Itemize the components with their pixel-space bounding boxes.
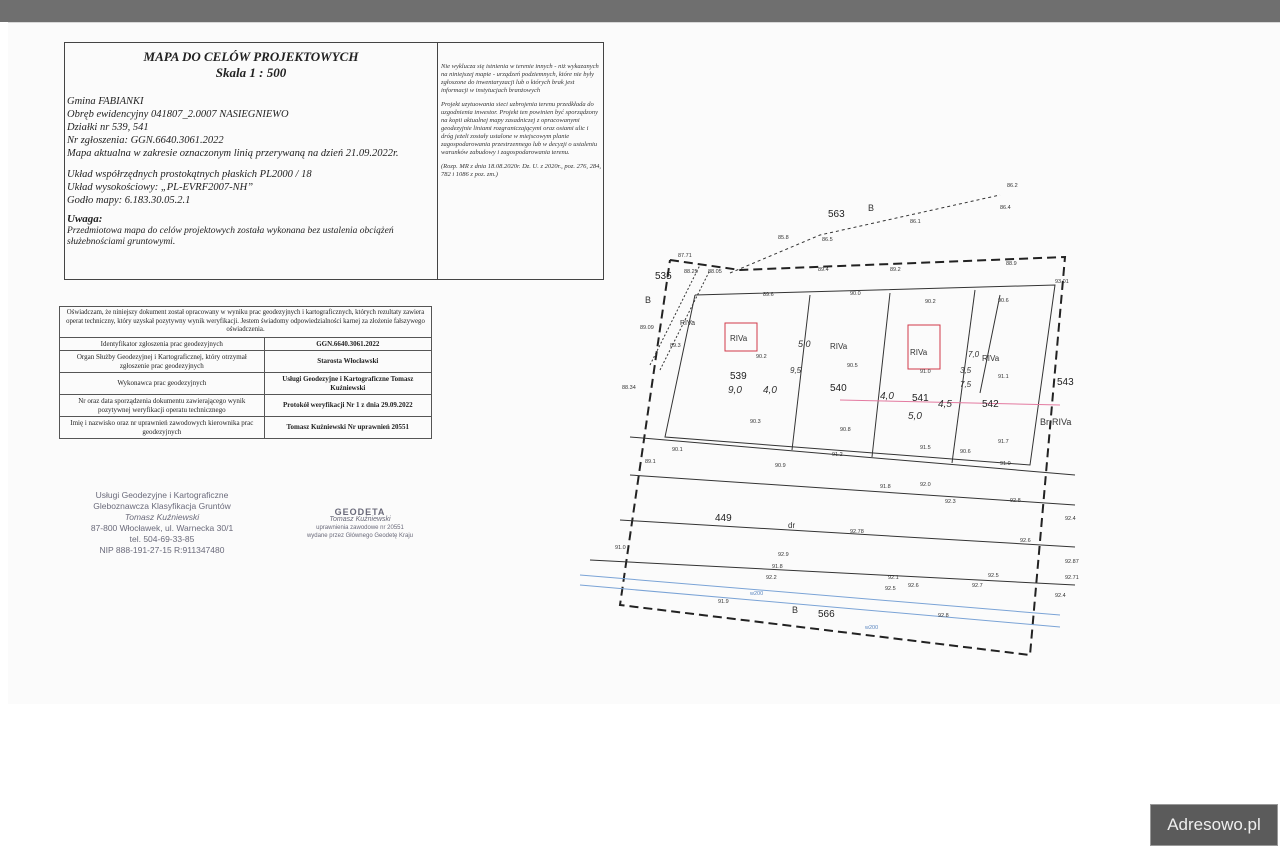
- decl-row-value: Tomasz Kuźniewski Nr uprawnień 20551: [264, 417, 431, 439]
- decl-row-label: Nr oraz data sporządzenia dokumentu zawierającego wynik pozytywnej weryfikacji operatu technicznego: [60, 395, 265, 417]
- landuse-label: RIVa: [730, 334, 748, 343]
- declaration-table: [59, 306, 432, 439]
- geodeta-line: wydane przez Głównego Geodetę Kraju: [306, 533, 414, 539]
- pipe-label: w200: [865, 625, 879, 631]
- notes-column: [441, 63, 601, 185]
- road-line: [590, 560, 1075, 585]
- elevation: 91.8: [880, 484, 891, 490]
- header-divider: [437, 43, 438, 279]
- decl-row-value: GGN.6640.3061.2022: [264, 337, 431, 351]
- water-pipe: [580, 585, 1060, 627]
- elevation: 89.2: [890, 267, 901, 273]
- elevation: 92.87: [1065, 559, 1079, 565]
- elevation: 89.09: [640, 325, 654, 331]
- title-line-1: MAPA DO CELÓW PROJEKTOWYCH: [143, 49, 359, 64]
- elevation: 91.7: [998, 439, 1009, 445]
- stamp-line: Gleboznawcza Klasyfikacja Gruntów: [93, 501, 231, 511]
- parcel-divider: [872, 293, 890, 457]
- landuse-label: RIVa: [982, 354, 1000, 363]
- landuse-label: RIVa: [680, 320, 696, 327]
- parcel-566: 566: [818, 609, 835, 620]
- elevation: 90.6: [960, 449, 971, 455]
- elevation: 90.2: [756, 354, 767, 360]
- parcel-541: 541: [912, 393, 929, 404]
- elevation: 92.71: [1065, 575, 1079, 581]
- geodeta-line: uprawnienia zawodowe nr 20551: [316, 525, 404, 531]
- decl-row-label: Organ Służby Geodezyjnej i Kartograficznej, który otrzymał zgłoszenie prac geodezyjnych: [60, 351, 265, 373]
- decl-row-value: Protokół weryfikacji Nr 1 z dnia 29.09.2022: [264, 395, 431, 417]
- elevation: 91.2: [832, 452, 843, 458]
- background-area: [0, 704, 1280, 847]
- uwaga-label: Uwaga:: [67, 213, 103, 225]
- elevation: 92.78: [850, 529, 864, 535]
- elevation: 90.2: [925, 299, 936, 305]
- elevation: 91.5: [920, 445, 931, 451]
- measurement: 7,5: [960, 380, 972, 389]
- declaration-statement: Oświadczam, że niniejszy dokument został opracowany w wyniku prac geodezyjnych i kartograficznych, których rezultaty zawiera operat techniczny, który uzyskał pozytywny wynik weryfikacji. Jestem świadomy odpowiedzialności karnej za złożenie fałszywego oświadczenia.: [60, 307, 432, 338]
- parcel-535: 535: [655, 271, 672, 282]
- elevation: 92.4: [1065, 516, 1076, 522]
- elevation: 91.0: [1000, 461, 1011, 467]
- decl-row-value: Starosta Włocławski: [264, 351, 431, 373]
- elevation: 92.7: [972, 583, 983, 589]
- measurement: 4,0: [763, 385, 777, 396]
- measurement: 5,0: [908, 411, 922, 422]
- measurement: 5,0: [798, 339, 811, 349]
- stamp-line: 87-800 Włocławek, ul. Warnecka 30/1: [90, 523, 234, 533]
- elevation: 92.5: [885, 586, 896, 592]
- godlo-mapy: Godło mapy: 6.183.30.05.2.1: [67, 195, 191, 206]
- elevation: 92.4: [1055, 593, 1066, 599]
- map-info: [67, 95, 437, 248]
- measurement: 4,0: [880, 391, 894, 402]
- elevation: 92.1: [888, 575, 899, 581]
- parcel-divider: [952, 290, 975, 463]
- parcel-540: 540: [830, 383, 847, 394]
- measurement: 7,0: [968, 350, 980, 359]
- decl-row-value: Usługi Geodezyjne i Kartograficzne Tomasz Kuźniewski: [264, 373, 431, 395]
- decl-row-label: Wykonawca prac geodezyjnych: [60, 373, 265, 395]
- adresowo-watermark[interactable]: Adresowo.pl: [1150, 804, 1278, 846]
- elevation: 90.8: [840, 427, 851, 433]
- elevation: 89.1: [645, 459, 656, 465]
- elevation: 92.8: [938, 613, 949, 619]
- landuse-label: RIVa: [910, 348, 928, 357]
- header-box: [64, 42, 604, 280]
- elevation: 91.0: [615, 545, 626, 551]
- dzialki: Działki nr 539, 541: [67, 122, 149, 133]
- elevation: 93.01: [1055, 279, 1069, 285]
- elevation: 90.0: [850, 291, 861, 297]
- elevation: 85.8: [778, 235, 789, 241]
- elevation: 90.1: [672, 447, 683, 453]
- elevation: 90.6: [998, 298, 1009, 304]
- company-stamp: [82, 490, 242, 556]
- parcel-449: 449: [715, 513, 732, 524]
- survey-map: [560, 175, 1080, 685]
- stamp-line: tel. 504-69-33-85: [129, 534, 195, 544]
- decl-row-label: Imię i nazwisko oraz nr uprawnień zawodowych kierownika prac geodezyjnych: [60, 417, 265, 439]
- geodeta-stamp: [300, 508, 420, 540]
- elevation: 91.1: [998, 374, 1009, 380]
- elevation: 89.4: [818, 267, 829, 273]
- elevation: 92.6: [908, 583, 919, 589]
- elevation: 87.71: [678, 253, 692, 259]
- map-title: [65, 49, 437, 81]
- landuse-label: B: [868, 203, 875, 213]
- elevation: 92.6: [1020, 538, 1031, 544]
- measurement: 9,5: [790, 366, 802, 375]
- elevation: 92.9: [778, 552, 789, 558]
- note-1: Nie wyklucza się istnienia w terenie innych - niż wykazanych na niniejszej mapie - urządzeń podziemnych, które nie były zgłoszone do inwentaryzacji lub o których brak jest informacji w instytucjach branżowych: [441, 63, 599, 94]
- elevation: 88.9: [1006, 261, 1017, 267]
- landuse-label: B: [645, 295, 652, 305]
- stamp-line: Usługi Geodezyjne i Kartograficzne: [95, 490, 229, 500]
- road-line: [630, 475, 1075, 505]
- landuse-label: dr: [788, 521, 796, 530]
- elevation: 90.3: [750, 419, 761, 425]
- elevation: 92.0: [920, 482, 931, 488]
- elevation: 89.6: [763, 292, 774, 298]
- geodeta-title: GEODETA: [334, 507, 386, 517]
- elevation: 92.8: [1010, 498, 1021, 504]
- elevation: 90.9: [775, 463, 786, 469]
- obreb: Obręb ewidencyjny 041807_2.0007 NASIEGNIEWO: [67, 109, 289, 120]
- nr-zgloszenia: Nr zgłoszenia: GGN.6640.3061.2022: [67, 135, 224, 146]
- elevation: 86.4: [1000, 205, 1011, 211]
- elevation: 86.1: [910, 219, 921, 225]
- measurement: 4,5: [938, 399, 952, 410]
- elevation: 90.5: [847, 363, 858, 369]
- building-outline: [908, 325, 940, 369]
- elevation: 88.34: [622, 385, 636, 391]
- elevation-points: [615, 183, 1079, 619]
- note-3: (Rozp. MR z dnia 18.08.2020r. Dz. U. z 2020r., poz. 276, 284, 782 i 1086 z poz. zm.): [441, 163, 601, 178]
- landuse-label: B: [792, 605, 799, 615]
- parcel-542: 542: [982, 399, 999, 410]
- title-line-2: Skala 1 : 500: [215, 65, 287, 80]
- elevation: 92.2: [766, 575, 777, 581]
- decl-row-label: Identyfikator zgłoszenia prac geodezyjnych: [60, 337, 265, 351]
- uklad-wysokosciowy: Układ wysokościowy: „PL-EVRF2007-NH”: [67, 182, 254, 193]
- elevation: 92.3: [945, 499, 956, 505]
- measurement: 3,5: [960, 366, 972, 375]
- pipe-label: w200: [750, 591, 764, 597]
- parcel-563: 563: [828, 209, 845, 220]
- parcel-543: 543: [1057, 377, 1074, 388]
- elevation: 91.0: [920, 369, 931, 375]
- landuse-label: RIVa: [830, 342, 848, 351]
- elevation: 88.05: [708, 269, 722, 275]
- elevation: 89.3: [670, 343, 681, 349]
- elevation: 91.9: [718, 599, 729, 605]
- note-2: Projekt uzytuowania sieci uzbrojenia terenu przedkłada do uzgodnienia inwestor. Projekt ten powinien być sporządzony na kopii aktualnej mapy zasadniczej z opracowanymi geodezyjnie liniami rozgraniczającymi oraz osiami ulic i dróg jeżeli zostały ustalone w miejscowym planie zagospodarowania przestrzennego lub w decyzji o ustaleniu warunków zabudowy i zagospodarowania terenu.: [441, 101, 599, 156]
- measurement: 9,0: [728, 385, 742, 396]
- top-bar: [0, 0, 1280, 22]
- uwaga-text: Przedmiotowa mapa do celów projektowych została wykonana bez ustalenia obciążeń służebnościami gruntowymi.: [67, 226, 394, 247]
- elevation: 92.5: [988, 573, 999, 579]
- road-line: [620, 520, 1075, 547]
- mapa-aktualna: Mapa aktualna w zakresie oznaczonym linią przerywaną na dzień 21.09.2022r.: [67, 148, 399, 159]
- elevation: 86.5: [822, 237, 833, 243]
- stamp-line: NIP 888-191-27-15 R:911347480: [99, 545, 225, 555]
- uklad-wspolrzednych: Układ współrzędnych prostokątnych płaskich PL2000 / 18: [67, 169, 312, 180]
- parcel-divider: [980, 295, 1000, 393]
- fence-line: [730, 195, 1000, 273]
- parcel-539: 539: [730, 371, 747, 382]
- stamp-line: Tomasz Kuźniewski: [124, 512, 200, 522]
- gmina: Gmina FABIANKI: [67, 96, 144, 107]
- landuse-label: Br-RIVa: [1040, 417, 1072, 427]
- elevation: 86.2: [1007, 183, 1018, 189]
- elevation: 91.8: [772, 564, 783, 570]
- elevation: 88.25: [684, 269, 698, 275]
- geodeta-name: Tomasz Kuźniewski: [329, 516, 391, 523]
